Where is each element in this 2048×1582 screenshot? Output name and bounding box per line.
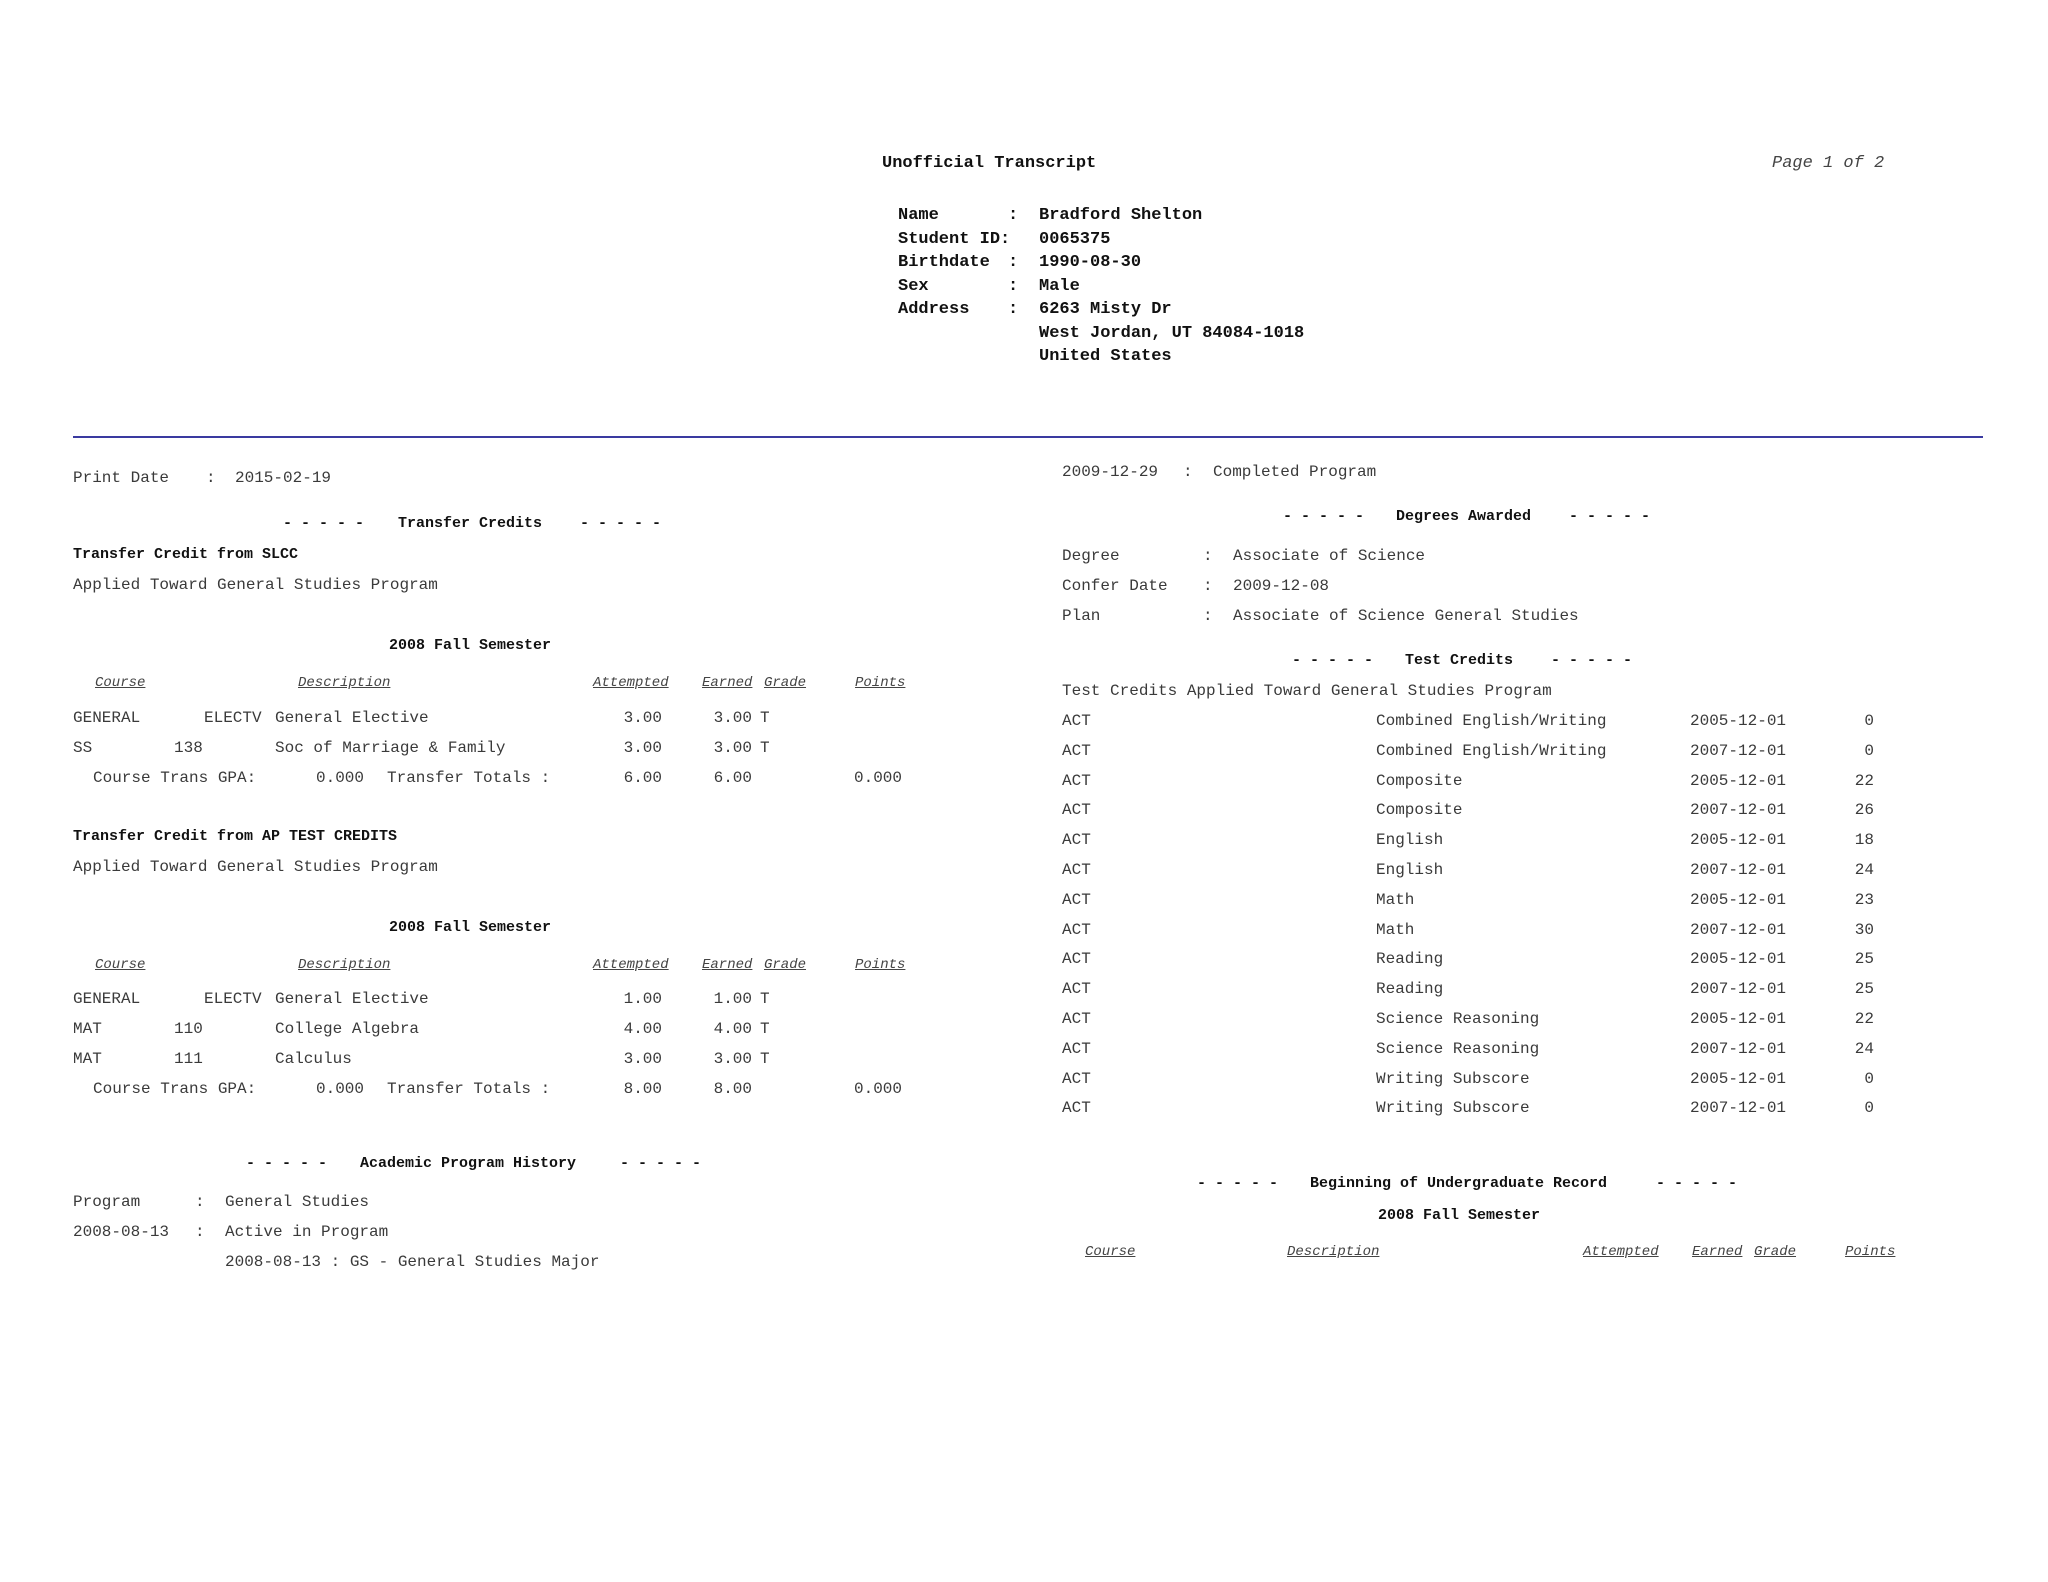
test-name: ACT (1062, 980, 1091, 998)
gpa-value: 0.000 (316, 1080, 365, 1098)
test-name: ACT (1062, 1070, 1091, 1088)
page-indicator: Page 1 of 2 (1772, 154, 1885, 173)
course-description: College Algebra (275, 1020, 420, 1038)
sex-label: Sex (898, 277, 929, 296)
transfer-applied: Applied Toward General Studies Program (73, 858, 438, 876)
col-course: Course (95, 957, 146, 973)
transfer-credits-dashes-left: - - - - - (283, 515, 365, 532)
course-description: General Elective (275, 990, 429, 1008)
undergrad-col-attempted: Attempted (1583, 1244, 1659, 1260)
test-name: ACT (1062, 801, 1091, 819)
degree-value: Associate of Science (1233, 547, 1426, 565)
test-component: English (1376, 831, 1444, 849)
test-component: Writing Subscore (1376, 1070, 1530, 1088)
course-subject: MAT (73, 1050, 102, 1068)
test-score: 22 (1854, 772, 1874, 790)
course-number: ELECTV (204, 990, 262, 1008)
test-score: 0 (1864, 1099, 1874, 1117)
course-attempted: 4.00 (623, 1020, 662, 1038)
name-sep: : (1008, 206, 1019, 225)
birthdate-sep: : (1008, 253, 1019, 272)
address-sep: : (1008, 300, 1019, 319)
col-attempted: Attempted (593, 957, 669, 973)
degrees-dashes-right: - - - - - (1569, 508, 1651, 525)
course-number: 111 (174, 1050, 203, 1068)
col-grade: Grade (764, 675, 807, 691)
plan-label: Plan (1062, 607, 1101, 625)
undergrad-heading: Beginning of Undergraduate Record (1310, 1175, 1608, 1192)
course-earned: 3.00 (713, 739, 752, 757)
undergrad-dashes-left: - - - - - (1197, 1175, 1279, 1192)
gpa-label: Course Trans GPA: (93, 1080, 257, 1098)
program-label: Program (73, 1193, 141, 1211)
program-value: General Studies (225, 1193, 370, 1211)
test-component: Writing Subscore (1376, 1099, 1530, 1117)
test-component: Composite (1376, 772, 1463, 790)
test-score: 18 (1854, 831, 1874, 849)
test-name: ACT (1062, 1010, 1091, 1028)
col-course: Course (95, 675, 146, 691)
test-score: 22 (1854, 1010, 1874, 1028)
totals-points: 0.000 (853, 1080, 902, 1098)
degrees-heading: Degrees Awarded (1396, 508, 1532, 525)
col-earned: Earned (702, 957, 753, 973)
test-score: 23 (1854, 891, 1874, 909)
test-score: 24 (1854, 1040, 1874, 1058)
program-completed-sep: : (1183, 463, 1193, 481)
program-sep: : (195, 1193, 205, 1211)
program-entry-sep: : (195, 1223, 205, 1241)
course-description: Soc of Marriage & Family (275, 739, 506, 757)
term-heading: 2008 Fall Semester (389, 919, 552, 936)
course-number: 110 (174, 1020, 203, 1038)
test-name: ACT (1062, 861, 1091, 879)
program-entry-date: 2008-08-13 (73, 1223, 170, 1241)
plan-value: Associate of Science General Studies (1233, 607, 1579, 625)
test-date: 2005-12-01 (1690, 831, 1787, 849)
test-name: ACT (1062, 772, 1091, 790)
test-date: 2007-12-01 (1690, 1099, 1787, 1117)
course-grade: T (760, 1020, 770, 1038)
document-title: Unofficial Transcript (882, 154, 1097, 173)
program-entry-status: Active in Program (225, 1223, 389, 1241)
test-score: 0 (1864, 1070, 1874, 1088)
test-date: 2007-12-01 (1690, 801, 1787, 819)
course-attempted: 3.00 (623, 709, 662, 727)
course-earned: 1.00 (713, 990, 752, 1008)
student-id-label: Student ID: (898, 230, 1011, 249)
program-entry-detail: 2008-08-13 : GS - General Studies Major (225, 1253, 600, 1271)
col-description: Description (298, 675, 391, 691)
test-score: 25 (1854, 980, 1874, 998)
program-history-heading: Academic Program History (360, 1155, 577, 1172)
gpa-label: Course Trans GPA: (93, 769, 257, 787)
course-subject: MAT (73, 1020, 102, 1038)
test-date: 2005-12-01 (1690, 950, 1787, 968)
col-points: Points (855, 675, 906, 691)
undergrad-col-course: Course (1085, 1244, 1136, 1260)
confer-date-label: Confer Date (1062, 577, 1168, 595)
test-component: Math (1376, 891, 1415, 909)
address-line-3: United States (1039, 347, 1172, 366)
transfer-source: Transfer Credit from AP TEST CREDITS (73, 828, 398, 845)
col-points: Points (855, 957, 906, 973)
test-score: 24 (1854, 861, 1874, 879)
course-subject: GENERAL (73, 709, 141, 727)
course-earned: 3.00 (713, 709, 752, 727)
course-number: ELECTV (204, 709, 262, 727)
sex-value: Male (1039, 277, 1080, 296)
name-value: Bradford Shelton (1039, 206, 1203, 225)
test-component: Composite (1376, 801, 1463, 819)
test-name: ACT (1062, 712, 1091, 730)
test-score: 25 (1854, 950, 1874, 968)
degree-label: Degree (1062, 547, 1120, 565)
totals-earned: 8.00 (713, 1080, 752, 1098)
totals-attempted: 6.00 (623, 769, 662, 787)
test-component: Reading (1376, 950, 1444, 968)
confer-date-value: 2009-12-08 (1233, 577, 1330, 595)
test-date: 2005-12-01 (1690, 891, 1787, 909)
course-subject: GENERAL (73, 990, 141, 1008)
test-date: 2007-12-01 (1690, 980, 1787, 998)
undergrad-col-description: Description (1287, 1244, 1380, 1260)
course-earned: 3.00 (713, 1050, 752, 1068)
test-date: 2007-12-01 (1690, 861, 1787, 879)
transfer-source: Transfer Credit from SLCC (73, 546, 299, 563)
test-component: Science Reasoning (1376, 1010, 1540, 1028)
test-component: English (1376, 861, 1444, 879)
test-score: 30 (1854, 921, 1874, 939)
course-description: General Elective (275, 709, 429, 727)
undergrad-term-heading: 2008 Fall Semester (1378, 1207, 1541, 1224)
test-date: 2005-12-01 (1690, 1070, 1787, 1088)
test-name: ACT (1062, 742, 1091, 760)
test-component: Combined English/Writing (1376, 742, 1607, 760)
test-component: Math (1376, 921, 1415, 939)
course-attempted: 3.00 (623, 1050, 662, 1068)
print-date-sep: : (206, 469, 216, 487)
test-name: ACT (1062, 921, 1091, 939)
course-attempted: 1.00 (623, 990, 662, 1008)
test-score: 0 (1864, 742, 1874, 760)
term-heading: 2008 Fall Semester (389, 637, 552, 654)
test-name: ACT (1062, 1040, 1091, 1058)
test-name: ACT (1062, 891, 1091, 909)
test-component: Science Reasoning (1376, 1040, 1540, 1058)
header-divider (73, 436, 1983, 438)
test-date: 2007-12-01 (1690, 1040, 1787, 1058)
student-id-value: 0065375 (1039, 230, 1111, 249)
print-date-label: Print Date (73, 469, 170, 487)
test-name: ACT (1062, 950, 1091, 968)
course-grade: T (760, 1050, 770, 1068)
test-component: Reading (1376, 980, 1444, 998)
undergrad-col-grade: Grade (1754, 1244, 1797, 1260)
birthdate-value: 1990-08-30 (1039, 253, 1142, 272)
course-subject: SS (73, 739, 93, 757)
course-grade: T (760, 990, 770, 1008)
program-history-dashes-left: - - - - - (246, 1155, 328, 1172)
address-line-2: West Jordan, UT 84084-1018 (1039, 324, 1305, 343)
plan-sep: : (1203, 607, 1213, 625)
test-score: 0 (1864, 712, 1874, 730)
totals-label: Transfer Totals : (387, 1080, 551, 1098)
undergrad-dashes-right: - - - - - (1656, 1175, 1738, 1192)
course-earned: 4.00 (713, 1020, 752, 1038)
col-description: Description (298, 957, 391, 973)
course-grade: T (760, 709, 770, 727)
degrees-dashes-left: - - - - - (1283, 508, 1365, 525)
name-label: Name (898, 206, 939, 225)
totals-attempted: 8.00 (623, 1080, 662, 1098)
address-label: Address (898, 300, 970, 319)
test-date: 2007-12-01 (1690, 742, 1787, 760)
program-history-dashes-right: - - - - - (620, 1155, 702, 1172)
program-completed-status: Completed Program (1213, 463, 1377, 481)
course-number: 138 (174, 739, 203, 757)
transfer-credits-heading: Transfer Credits (398, 515, 543, 532)
sex-sep: : (1008, 277, 1019, 296)
test-date: 2007-12-01 (1690, 921, 1787, 939)
totals-label: Transfer Totals : (387, 769, 551, 787)
test-name: ACT (1062, 1099, 1091, 1117)
test-credits-heading: Test Credits (1405, 652, 1514, 669)
test-date: 2005-12-01 (1690, 712, 1787, 730)
col-earned: Earned (702, 675, 753, 691)
undergrad-col-points: Points (1845, 1244, 1896, 1260)
test-credits-applied: Test Credits Applied Toward General Studies Program (1062, 682, 1552, 700)
course-grade: T (760, 739, 770, 757)
confer-date-sep: : (1203, 577, 1213, 595)
totals-points: 0.000 (853, 769, 902, 787)
test-score: 26 (1854, 801, 1874, 819)
totals-earned: 6.00 (713, 769, 752, 787)
col-attempted: Attempted (593, 675, 669, 691)
test-credits-dashes-left: - - - - - (1292, 652, 1374, 669)
address-line-1: 6263 Misty Dr (1039, 300, 1172, 319)
transfer-applied: Applied Toward General Studies Program (73, 576, 438, 594)
test-credits-dashes-right: - - - - - (1551, 652, 1633, 669)
undergrad-col-earned: Earned (1692, 1244, 1743, 1260)
gpa-value: 0.000 (316, 769, 365, 787)
course-description: Calculus (275, 1050, 352, 1068)
degree-sep: : (1203, 547, 1213, 565)
test-date: 2005-12-01 (1690, 772, 1787, 790)
test-date: 2005-12-01 (1690, 1010, 1787, 1028)
print-date-value: 2015-02-19 (235, 469, 332, 487)
test-component: Combined English/Writing (1376, 712, 1607, 730)
col-grade: Grade (764, 957, 807, 973)
course-attempted: 3.00 (623, 739, 662, 757)
test-name: ACT (1062, 831, 1091, 849)
transfer-credits-dashes-right: - - - - - (580, 515, 662, 532)
program-completed-date: 2009-12-29 (1062, 463, 1159, 481)
birthdate-label: Birthdate (898, 253, 990, 272)
